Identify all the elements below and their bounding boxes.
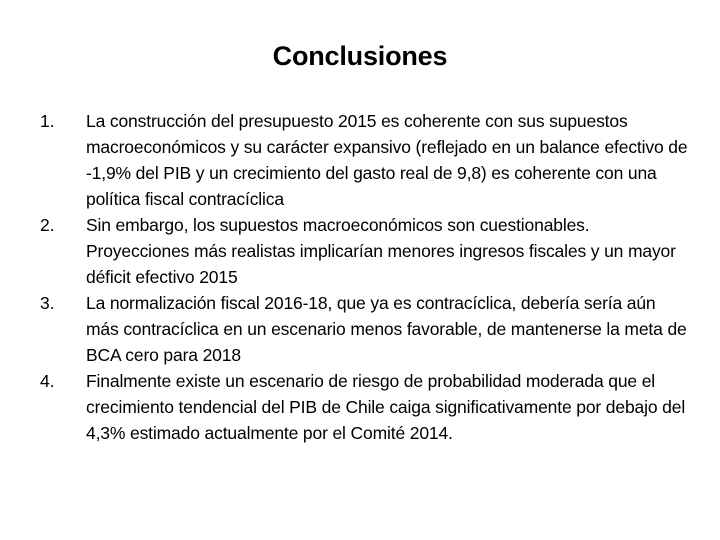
list-item — [40, 108, 690, 212]
list-item-number: 2. — [40, 215, 55, 235]
list-item-number: 4. — [40, 371, 55, 391]
slide-title: Conclusiones — [272, 41, 448, 71]
list-item-text: Finalmente existe un escenario de riesgo de probabilidad moderada que el crecimiento tendencial del PIB de Chile caiga significativamente por debajo del 4,3% estimado actualmente por el Comité 2014. — [86, 371, 686, 443]
list-item — [40, 290, 690, 368]
list-item-number: 3. — [40, 293, 55, 313]
list-item-text: La construcción del presupuesto 2015 es coherente con sus supuestos macroeconómicos y su carácter expansivo (reflejado en un balance efectivo de -1,9% del PIB y un crecimiento del gasto real de 9,8) es coherente con una política fiscal contracíclica — [86, 111, 688, 209]
list-item-number: 1. — [40, 111, 55, 131]
list-item-text: Sin embargo, los supuestos macroeconómicos son cuestionables. Proyecciones más realistas implicarían menores ingresos fiscales y un mayor déficit efectivo 2015 — [86, 215, 676, 287]
conclusions-list — [40, 108, 690, 446]
list-item — [40, 368, 690, 446]
list-item-text: La normalización fiscal 2016-18, que ya es contracíclica, debería sería aún más contracíclica en un escenario menos favorable, de mantenerse la meta de BCA cero para 2018 — [86, 293, 687, 365]
list-item — [40, 212, 690, 290]
